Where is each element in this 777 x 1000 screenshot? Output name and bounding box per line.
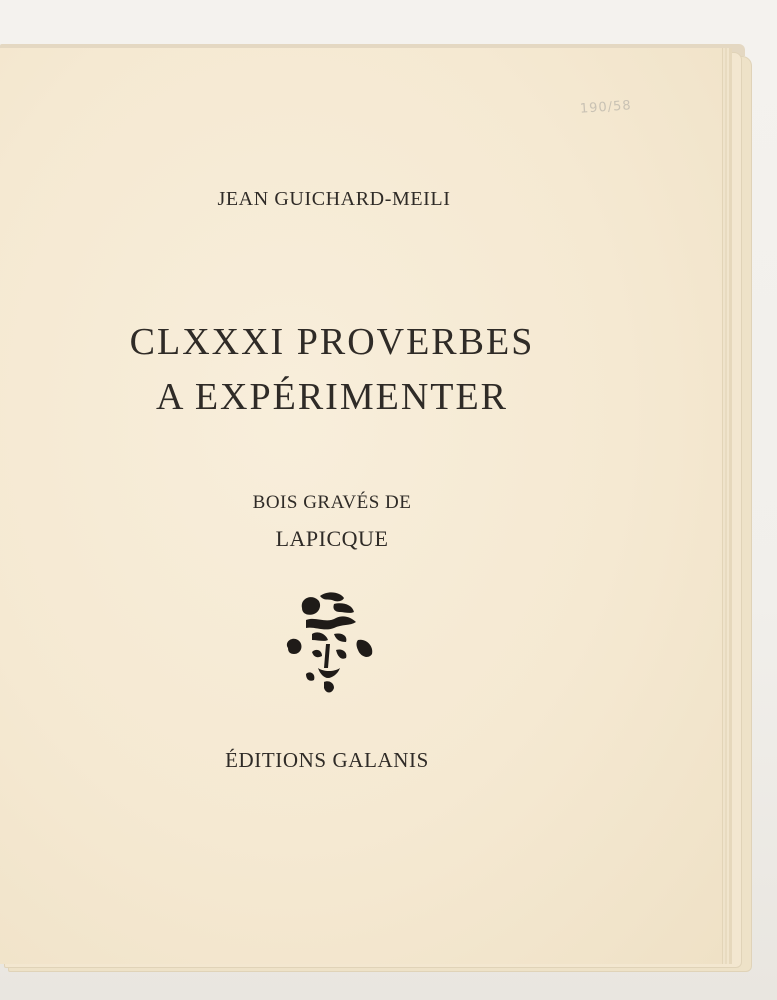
book-title-line-1: CLXXXI PROVERBES [129, 321, 535, 363]
woodcut-face-ornament-icon [282, 590, 378, 702]
title-page [0, 48, 723, 964]
engravings-credit-label: BOIS GRAVÉS DE [252, 492, 412, 513]
book-title-line-2: A EXPÉRIMENTER [155, 376, 509, 418]
author-name: JEAN GUICHARD-MEILI [217, 188, 451, 210]
pencil-annotation: 190/58 [579, 98, 633, 117]
publisher-name: ÉDITIONS GALANIS [225, 748, 429, 772]
engraver-name: LAPICQUE [275, 526, 389, 551]
